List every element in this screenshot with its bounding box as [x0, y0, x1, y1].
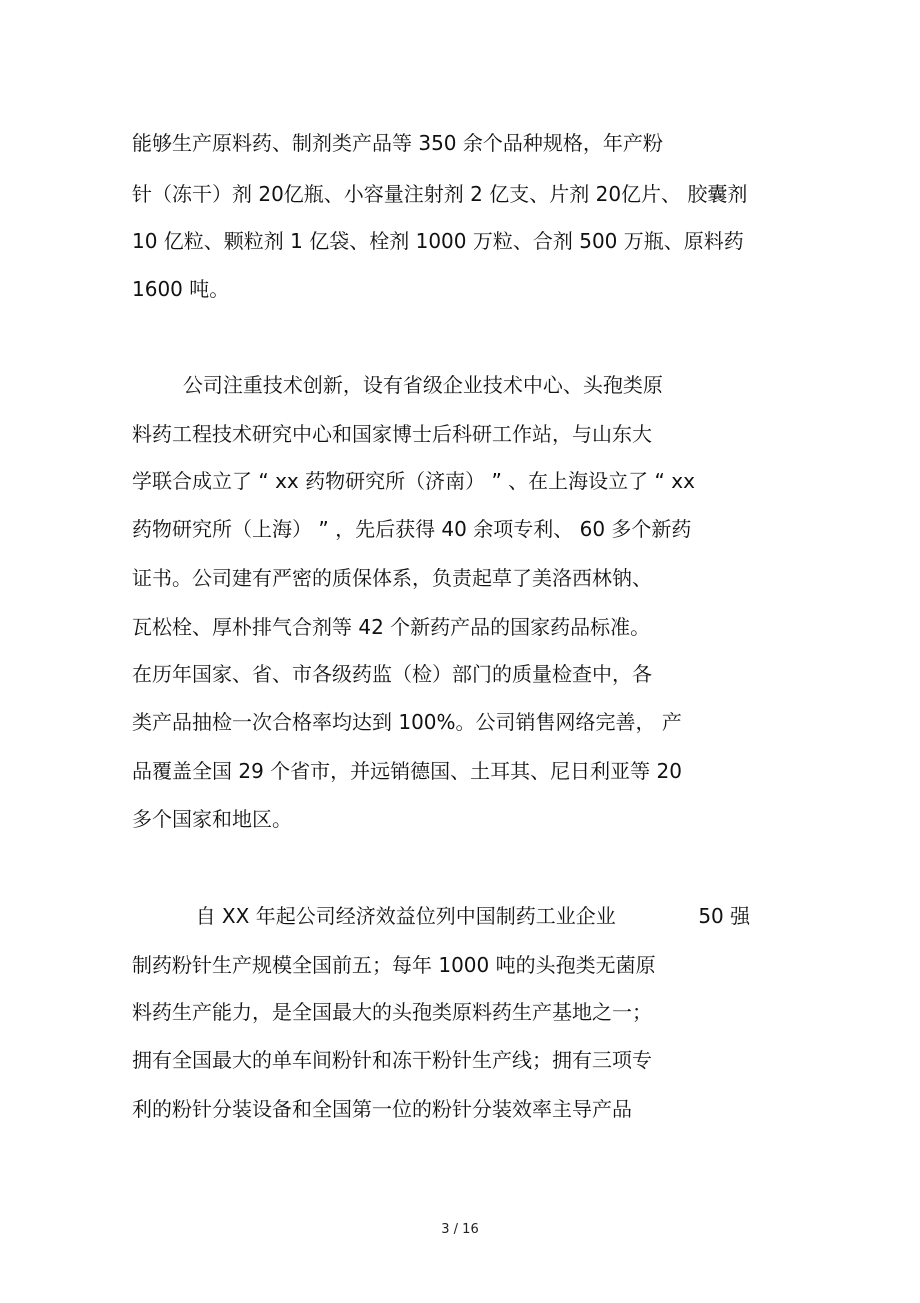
page-number: 3 / 16 [441, 1222, 479, 1237]
paragraph-1-line-2: 针（冻干）剂 20亿瓶、小容量注射剂 2 亿支、片剂 20亿片、 胶囊剂 [132, 182, 748, 206]
paragraph-3-line-3: 料药生产能力，是全国最大的头孢类原料药生产基地之一； [132, 1000, 652, 1024]
paragraph-2-line-3: 学联合成立了 “ xx 药物研究所（济南） ” 、在上海设立了 “ xx [132, 469, 695, 493]
paragraph-2-line-4: 药物研究所（上海） ” ，先后获得 40 余项专利、 60 多个新药 [132, 517, 692, 541]
paragraph-2-line-9: 品覆盖全国 29 个省市，并远销德国、土耳其、尼日利亚等 20 [132, 759, 682, 783]
paragraph-1-line-3: 10 亿粒、颗粒剂 1 亿袋、栓剂 1000 万粒、合剂 500 万瓶、原料药 [132, 229, 744, 253]
paragraph-1-line-1: 能够生产原料药、制剂类产品等 350 余个品种规格，年产粉 [132, 131, 663, 155]
paragraph-2-line-5: 证书。公司建有严密的质保体系，负责起草了美洛西林钠、 [132, 566, 652, 590]
paragraph-2-line-10: 多个国家和地区。 [132, 807, 292, 831]
paragraph-2-line-8: 类产品抽检一次合格率均达到 100%。公司销售网络完善， 产 [132, 710, 682, 734]
paragraph-3-line-1: 自 XX 年起公司经济效益位列中国制药工业企业 50 强 [132, 904, 751, 928]
paragraph-3-line-2: 制药粉针生产规模全国前五；每年 1000 吨的头孢类无菌原 [132, 953, 656, 977]
paragraph-2-line-2: 料药工程技术研究中心和国家博士后科研工作站，与山东大 [132, 422, 652, 446]
paragraph-2-line-1: 公司注重技术创新，设有省级企业技术中心、头孢类原 [132, 373, 663, 397]
paragraph-1-line-4: 1600 吨。 [132, 277, 230, 301]
paragraph-3-line-5: 利的粉针分装设备和全国第一位的粉针分装效率主导产品 [132, 1097, 632, 1121]
paragraph-3-line-4: 拥有全国最大的单车间粉针和冻干粉针生产线；拥有三项专 [132, 1048, 652, 1072]
paragraph-2-line-6: 瓦松栓、厚朴排气合剂等 42 个新药产品的国家药品标准。 [132, 615, 651, 639]
paragraph-2-line-7: 在历年国家、省、市各级药监（检）部门的质量检查中，各 [132, 662, 652, 686]
